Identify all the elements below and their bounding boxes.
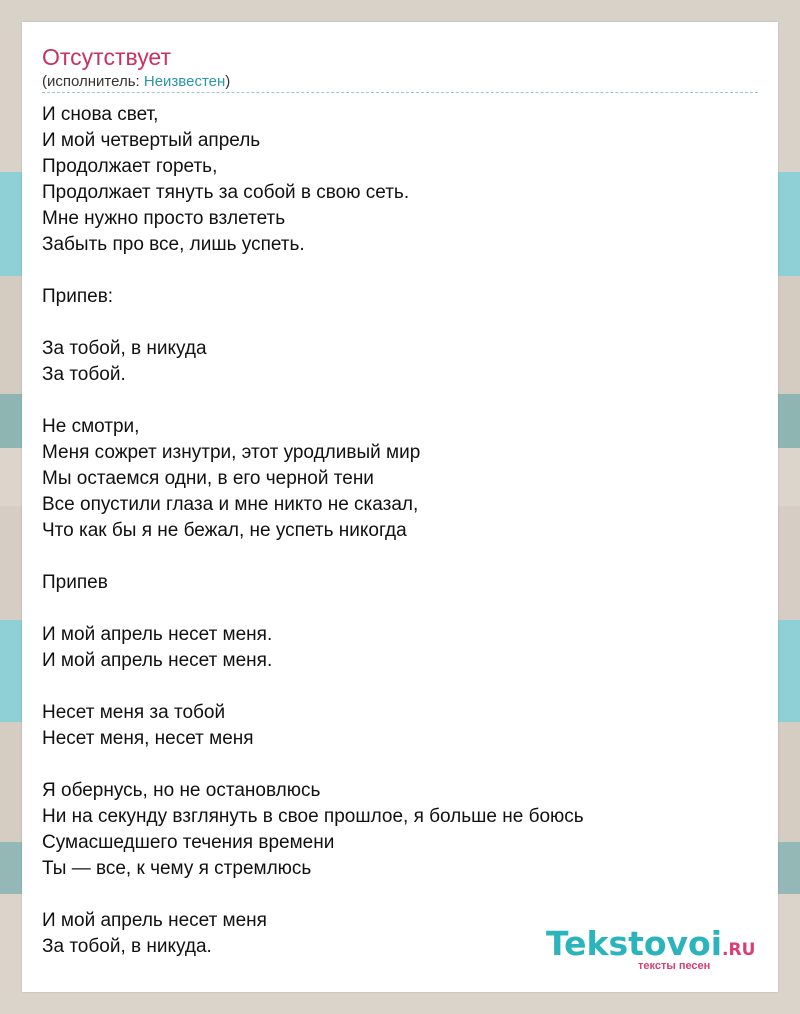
lyric-line: Не смотри, — [42, 416, 140, 437]
artist-link[interactable]: Неизвестен — [143, 73, 226, 90]
header-divider — [42, 92, 758, 93]
lyric-line — [42, 310, 758, 336]
lyric-line: И мой четвертый апрель — [42, 130, 261, 151]
lyric-line: Припев: — [42, 286, 114, 307]
lyrics-text — [42, 102, 758, 960]
lyric-line: Забыть про все, лишь успеть. — [42, 234, 305, 255]
lyric-line: Сумасшедшего течения времени — [42, 832, 335, 853]
song-header — [42, 42, 758, 92]
lyric-line — [42, 258, 758, 284]
lyric-line: И мой апрель несет меня. — [42, 624, 273, 645]
artist-prefix: (исполнитель: — [42, 73, 144, 90]
lyric-line — [42, 596, 758, 622]
lyric-line: Мы остаемся одни, в его черной тени — [42, 468, 374, 489]
lyric-line: Продолжает гореть, — [42, 156, 218, 177]
song-title: Отсутствует — [42, 44, 171, 70]
lyric-line — [42, 752, 758, 778]
lyric-line: Мне нужно просто взлететь — [42, 208, 286, 229]
lyric-line: Продолжает тянуть за собой в свою сеть. — [42, 182, 410, 203]
lyric-line: За тобой, в никуда — [42, 338, 207, 359]
lyric-line: Я обернусь, но не остановлюсь — [42, 780, 321, 801]
artist-suffix: ) — [225, 73, 231, 90]
lyric-line: И мой апрель несет меня — [42, 910, 267, 931]
lyric-line: Ни на секунду взглянуть в свое прошлое, я больше не боюсь — [42, 806, 584, 827]
logo-tagline: тексты песен — [638, 960, 711, 972]
lyric-line: Все опустили глаза и мне никто не сказал, — [42, 494, 419, 515]
lyric-line: Припев — [42, 572, 108, 593]
lyric-line: За тобой. — [42, 364, 126, 385]
lyrics-sheet — [22, 22, 778, 992]
logo-domain-text: .RU — [722, 940, 756, 960]
lyric-line: И снова свет, — [42, 104, 159, 125]
lyric-line: Несет меня за тобой — [42, 702, 226, 723]
site-logo[interactable] — [546, 926, 756, 972]
lyric-line: Ты — все, к чему я стремлюсь — [42, 858, 312, 879]
lyric-line: И мой апрель несет меня. — [42, 650, 273, 671]
lyric-line: Меня сожрет изнутри, этот уродливый мир — [42, 442, 421, 463]
artist-line — [42, 72, 758, 92]
lyric-line — [42, 388, 758, 414]
logo-main-text: Tekstovoi — [546, 924, 723, 963]
lyric-line: Несет меня, несет меня — [42, 728, 254, 749]
lyric-line — [42, 882, 758, 908]
lyric-line — [42, 544, 758, 570]
lyric-line: Что как бы я не бежал, не успеть никогда — [42, 520, 407, 541]
lyric-line — [42, 674, 758, 700]
lyric-line: За тобой, в никуда. — [42, 936, 212, 957]
